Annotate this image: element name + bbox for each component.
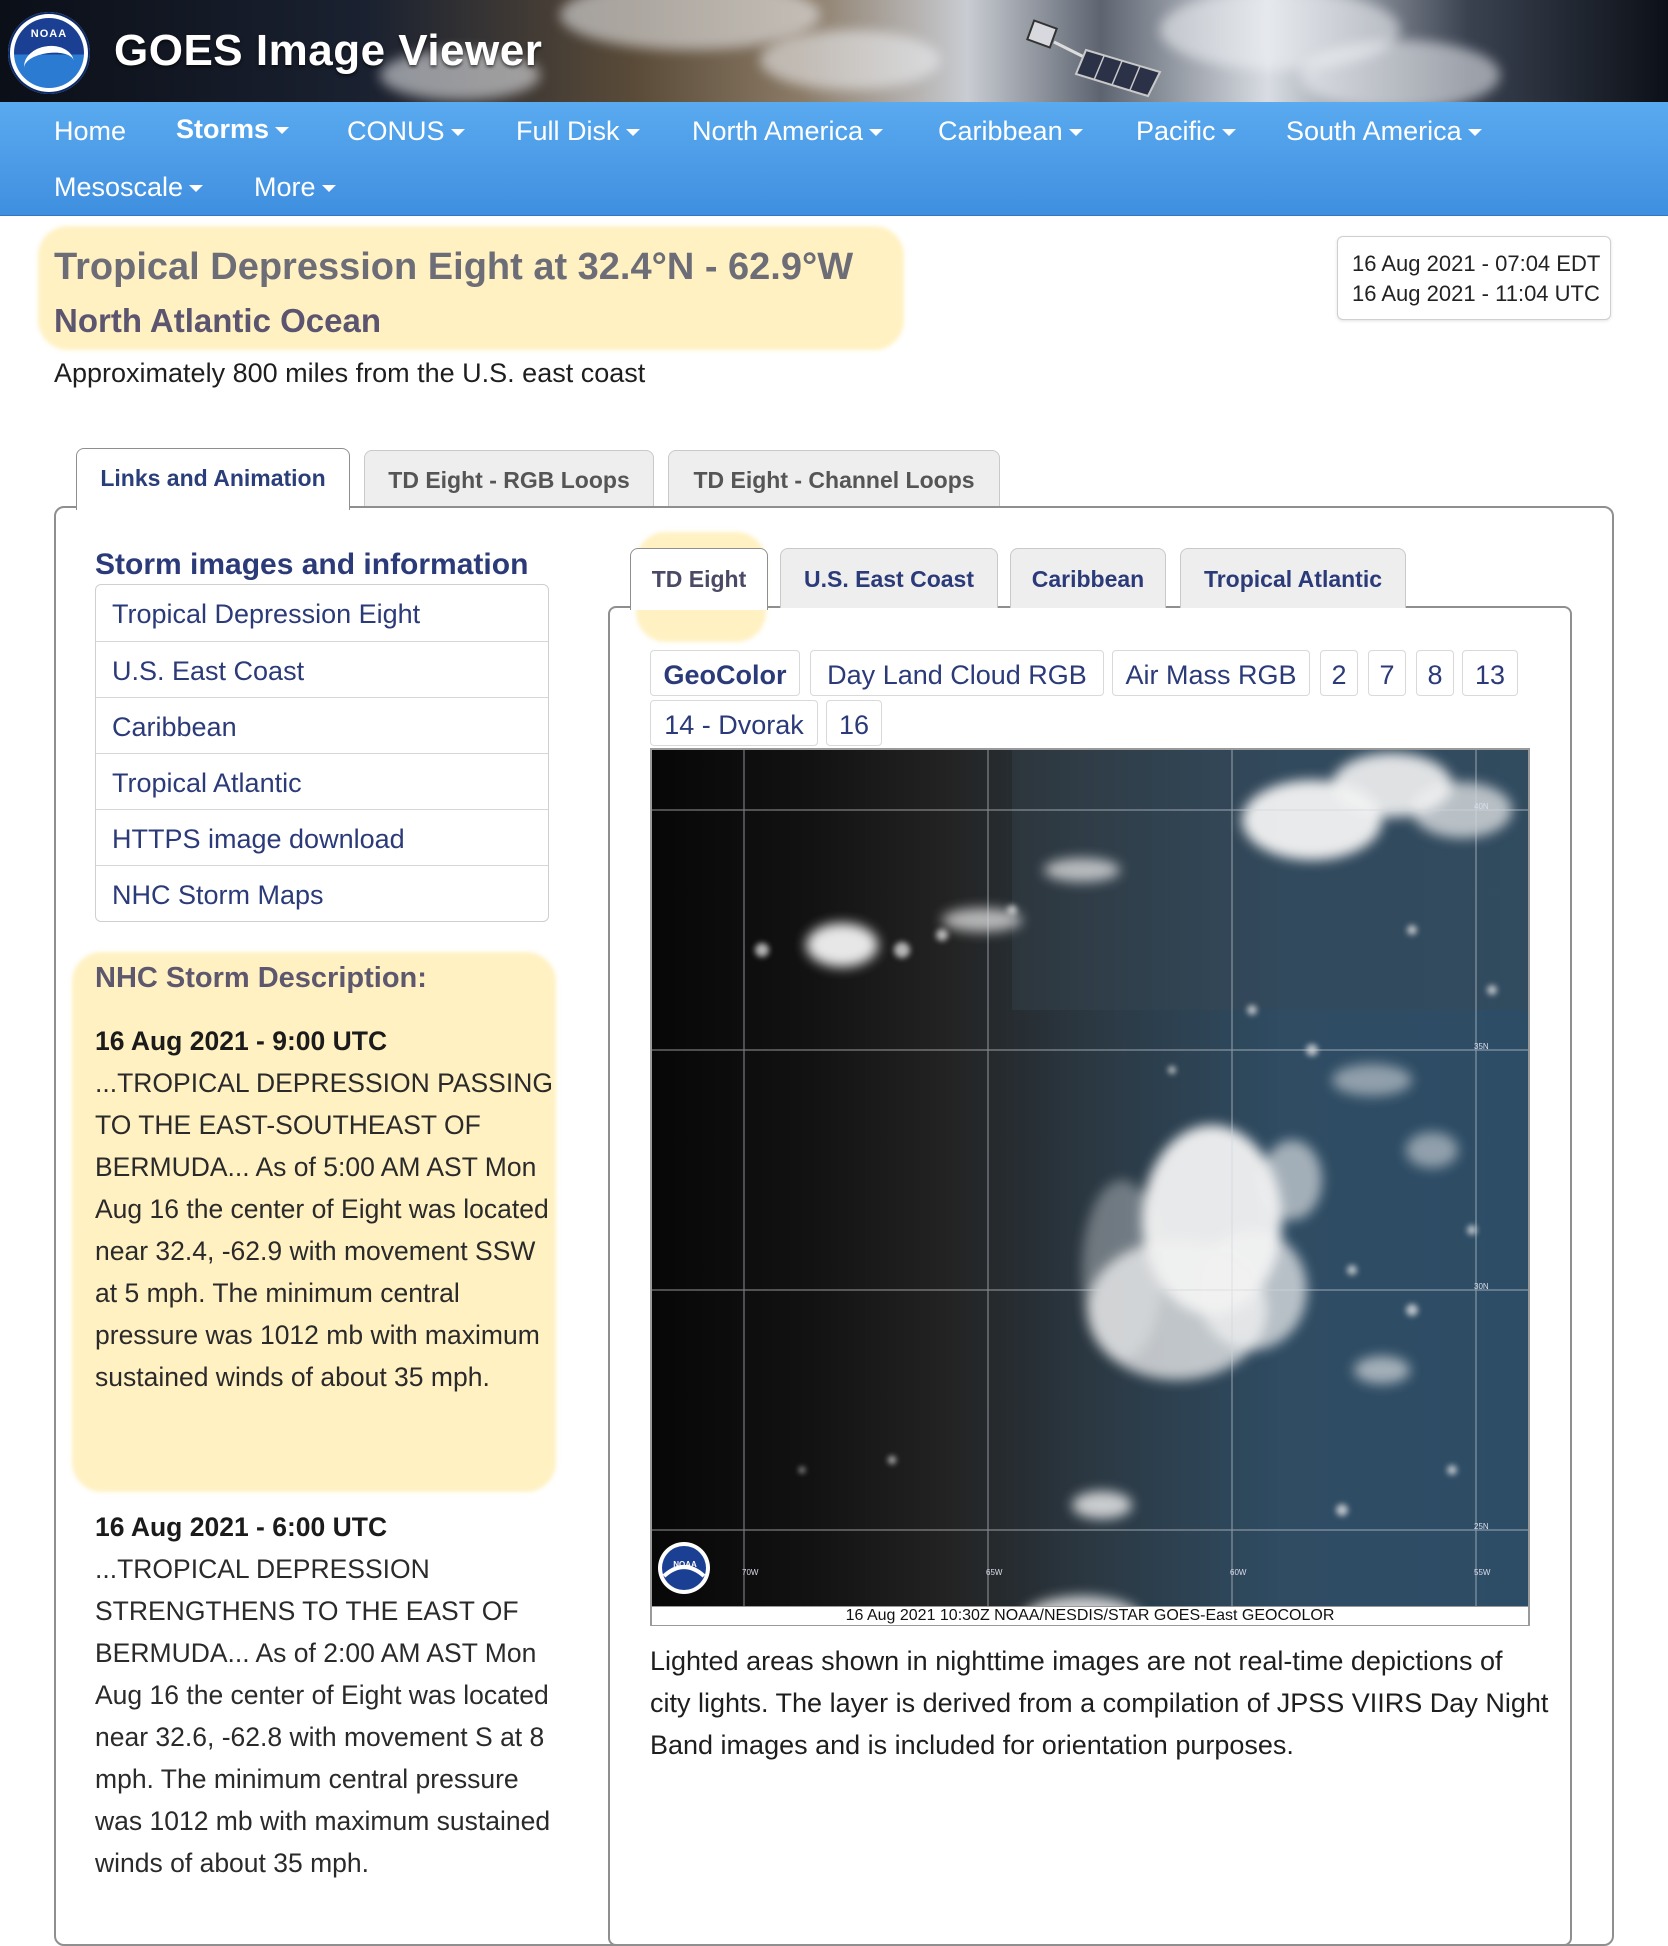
logo-text: NOAA bbox=[30, 28, 68, 40]
product-band-14-dvorak[interactable] bbox=[650, 700, 818, 746]
product-label: 8 bbox=[1427, 660, 1443, 690]
nav-mesoscale-label: Mesoscale bbox=[54, 172, 184, 202]
lon-label: 65W bbox=[986, 1568, 1003, 1577]
tab-label: Links and Animation bbox=[100, 465, 326, 491]
product-band-7[interactable] bbox=[1368, 650, 1406, 696]
product-label: Air Mass RGB bbox=[1125, 660, 1297, 690]
description-text: ...TROPICAL DEPRESSION PASSING TO THE EAST-SOUTHEAST OF BERMUDA... As of 5:00 AM AST Mon Aug 16 the center of Eight was located near 32.4, -62.9 with movement SSW at 5 mph. The minimum central pressure was 1012 mb with maximum sustained winds of about 35 mph. bbox=[95, 1068, 553, 1392]
lon-label: 55W bbox=[1474, 1568, 1491, 1577]
link-nhc-storm-maps[interactable]: NHC Storm Maps bbox=[96, 865, 548, 921]
description-heading: NHC Storm Description: bbox=[95, 962, 427, 994]
nav-more[interactable] bbox=[254, 172, 336, 203]
tab-label: TD Eight - Channel Loops bbox=[693, 467, 975, 493]
timestamp-box bbox=[1337, 236, 1611, 320]
nav-full-disk-label: Full Disk bbox=[516, 116, 620, 146]
nav-storms[interactable] bbox=[176, 114, 289, 145]
tab-links-and-animation[interactable] bbox=[76, 448, 350, 510]
region-tab-label: Tropical Atlantic bbox=[1203, 566, 1383, 592]
link-tropical-depression-eight[interactable]: Tropical Depression Eight bbox=[112, 599, 421, 629]
product-band-2[interactable] bbox=[1320, 650, 1358, 696]
page-title: Tropical Depression Eight at 32.4°N - 62.9°W bbox=[54, 246, 854, 288]
link-us-east-coast[interactable]: U.S. East Coast bbox=[96, 641, 548, 697]
product-band-13[interactable] bbox=[1462, 650, 1518, 696]
nav-north-america-label: North America bbox=[692, 116, 864, 146]
storm-description-entry bbox=[95, 1506, 555, 1884]
image-credit-bar bbox=[652, 1606, 1528, 1625]
header-banner bbox=[0, 0, 1668, 102]
product-label: Day Land Cloud RGB bbox=[827, 660, 1087, 690]
region-tab-tropical-atlantic[interactable] bbox=[1180, 548, 1406, 608]
region-tab-caribbean[interactable] bbox=[1010, 548, 1166, 608]
link-tropical-atlantic[interactable]: Tropical Atlantic bbox=[96, 753, 548, 809]
nav-conus-label: CONUS bbox=[347, 116, 445, 146]
nav-storms-label: Storms bbox=[176, 114, 270, 144]
region-tab-label: TD Eight bbox=[651, 566, 747, 592]
caret-down-icon bbox=[451, 129, 465, 136]
lon-label: 60W bbox=[1230, 1568, 1247, 1577]
description-date: 16 Aug 2021 - 6:00 UTC bbox=[95, 1512, 388, 1542]
product-label: 16 bbox=[838, 710, 870, 740]
product-label: 2 bbox=[1331, 660, 1347, 690]
product-day-land-cloud-rgb[interactable] bbox=[810, 650, 1104, 696]
time-edt: 16 Aug 2021 - 07:04 EDT bbox=[1352, 251, 1601, 276]
satellite-icon bbox=[1010, 10, 1180, 100]
nav-full-disk[interactable] bbox=[516, 116, 640, 147]
description-date: 16 Aug 2021 - 9:00 UTC bbox=[95, 1026, 388, 1056]
app-title[interactable]: GOES Image Viewer bbox=[114, 26, 543, 75]
caret-down-icon bbox=[322, 185, 336, 192]
product-label: 13 bbox=[1474, 660, 1506, 690]
image-caption: Lighted areas shown in nighttime images are not real-time depictions of city lights. The layer is derived from a compilation of JPSS VIIRS Day Night Band images and is included for orientation purposes. bbox=[650, 1646, 1549, 1760]
caret-down-icon bbox=[1222, 129, 1236, 136]
caret-down-icon bbox=[275, 127, 289, 134]
lon-label: 70W bbox=[742, 1568, 759, 1577]
nav-more-label: More bbox=[254, 172, 316, 202]
nav-home[interactable] bbox=[54, 116, 126, 147]
nav-south-america[interactable] bbox=[1286, 116, 1482, 147]
lat-label: 40N bbox=[1474, 802, 1489, 811]
product-air-mass-rgb[interactable] bbox=[1112, 650, 1310, 696]
storm-description-entry bbox=[95, 1020, 555, 1398]
product-label: 7 bbox=[1379, 660, 1395, 690]
tab-td-eight-rgb-loops[interactable] bbox=[364, 450, 654, 510]
image-logo-text: NOAA bbox=[673, 1560, 697, 1569]
caret-down-icon bbox=[626, 129, 640, 136]
satellite-image-canvas bbox=[652, 750, 1528, 1624]
page-subtitle: North Atlantic Ocean bbox=[54, 302, 381, 339]
caret-down-icon bbox=[1468, 129, 1482, 136]
noaa-logo-icon[interactable] bbox=[8, 12, 90, 94]
region-tab-us-east-coast[interactable] bbox=[780, 548, 998, 608]
nav-south-america-label: South America bbox=[1286, 116, 1462, 146]
nav-mesoscale[interactable] bbox=[54, 172, 203, 203]
product-label: 14 - Dvorak bbox=[664, 710, 804, 740]
lat-label: 25N bbox=[1474, 1522, 1489, 1531]
nav-pacific-label: Pacific bbox=[1136, 116, 1216, 146]
caret-down-icon bbox=[189, 185, 203, 192]
lat-label: 35N bbox=[1474, 1042, 1489, 1051]
satellite-image[interactable] bbox=[650, 748, 1530, 1626]
storm-images-title: Storm images and information bbox=[95, 548, 529, 581]
nav-caribbean-label: Caribbean bbox=[938, 116, 1063, 146]
image-credit: 16 Aug 2021 10:30Z NOAA/NESDIS/STAR GOES-East GEOCOLOR bbox=[845, 1607, 1335, 1624]
page-lead: Approximately 800 miles from the U.S. east coast bbox=[54, 358, 646, 388]
region-tab-td-eight[interactable] bbox=[630, 548, 768, 610]
caret-down-icon bbox=[1069, 129, 1083, 136]
nav-pacific[interactable] bbox=[1136, 116, 1236, 147]
storm-links-list bbox=[95, 584, 549, 922]
main-nav bbox=[0, 102, 1668, 216]
product-band-16[interactable] bbox=[826, 700, 882, 746]
tab-td-eight-channel-loops[interactable] bbox=[668, 450, 1000, 510]
product-label: GeoColor bbox=[663, 660, 787, 690]
link-https-image-download[interactable]: HTTPS image download bbox=[96, 809, 548, 865]
caret-down-icon bbox=[869, 129, 883, 136]
description-text: ...TROPICAL DEPRESSION STRENGTHENS TO THE EAST OF BERMUDA... As of 2:00 AM AST Mon Aug 16 the center of Eight was located near 32.6, -62.8 with movement S at 8 mph. The minimum central pressure was 1012 mb with maximum sustained winds of about 35 mph. bbox=[95, 1554, 551, 1878]
product-geocolor[interactable] bbox=[650, 650, 800, 696]
time-utc: 16 Aug 2021 - 11:04 UTC bbox=[1352, 281, 1600, 306]
nav-north-america[interactable] bbox=[692, 116, 883, 147]
region-tab-label: U.S. East Coast bbox=[804, 566, 974, 592]
nav-home-label: Home bbox=[54, 116, 127, 146]
nav-conus[interactable] bbox=[347, 116, 465, 147]
nav-caribbean[interactable] bbox=[938, 116, 1083, 147]
link-caribbean[interactable]: Caribbean bbox=[96, 697, 548, 753]
lat-label: 30N bbox=[1474, 1282, 1489, 1291]
tab-label: TD Eight - RGB Loops bbox=[388, 467, 630, 493]
region-tab-label: Caribbean bbox=[1031, 566, 1145, 592]
product-band-8[interactable] bbox=[1416, 650, 1454, 696]
